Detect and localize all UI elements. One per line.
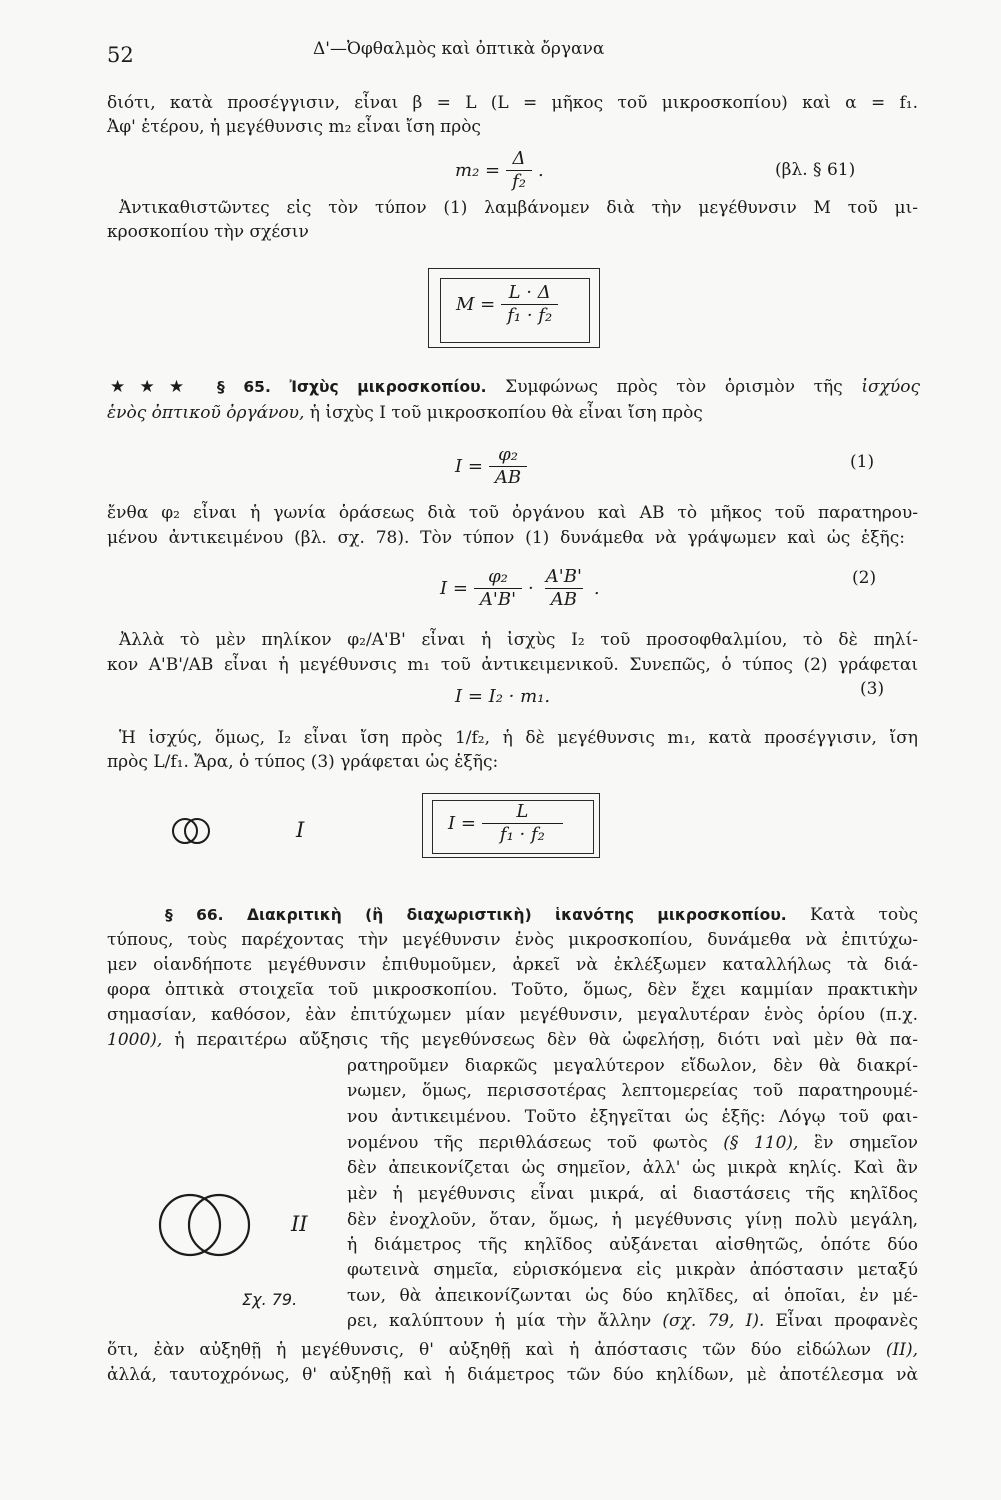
equation-number: (3) [860, 679, 885, 699]
text-line: φωτεινὰ σημεῖα, εὑρισκόμενα εἰς μικρὰν ἀπόστασιν μεταξύ [347, 1260, 918, 1280]
equation-period: . [593, 578, 600, 599]
figure-label-ii: II [291, 1212, 308, 1236]
fraction [506, 149, 532, 192]
equation-power [448, 802, 569, 845]
numerator: L [516, 801, 529, 822]
equation-m2 [455, 149, 544, 192]
text-segment: ἓν σημεῖον [798, 1133, 918, 1153]
text-line: ἡ διάμετρος τῆς κηλῖδος αὐξάνεται αἰσθητῶς, ὁπότε δύο [347, 1235, 918, 1255]
denominator: A'B' [474, 588, 522, 610]
equation-lhs: I = [440, 578, 468, 599]
italic-term: ἰσχύος [861, 377, 920, 397]
equation-number: (1) [850, 452, 875, 472]
text-line: Ἀντικαθιστῶντες εἰς τὸν τύπον (1) λαμβάνομεν διὰ τὴν μεγέθυνσιν M τοῦ μι- [119, 198, 918, 218]
fraction [501, 283, 558, 326]
figure-label-i: I [296, 818, 305, 842]
text-segment: ρει, καλύπτουν ἡ μία τὴν ἄλλην [347, 1311, 663, 1331]
star-rating-icon: ★★★ [110, 377, 199, 397]
text-line: νου ἀντικειμένου. Τοῦτο ἐξηγεῖται ὡς ἑξῆς: Λόγῳ τοῦ φαι- [347, 1107, 918, 1127]
equation-1 [455, 445, 533, 488]
text-line: ρατηροῦμεν διαρκῶς μεγαλύτερον εἴδωλον, δὲν θὰ διακρί- [347, 1056, 918, 1076]
text-line: φορα ὀπτικὰ στοιχεῖα τοῦ μικροσκοπίου. Τοῦτο, ὅμως, δὲν ἔχει καμμίαν πρακτικὴν [107, 980, 918, 1000]
text-line: των, θὰ ἀπεικονίζωνται ὡς δύο κηλῖδες, αἱ ὁποῖαι, ἐν μέ- [347, 1286, 918, 1306]
text-segment: Κατὰ τοὺς [786, 905, 918, 925]
multiplication-dot: · [528, 578, 534, 599]
equation-lhs: I = [455, 456, 483, 477]
section-number: § 65. [217, 378, 271, 396]
text-line: μεν οἱανδήποτε μεγέθυνσιν ἐπιθυμοῦμεν, ἀρκεῖ νὰ ἐκλέξωμεν καταλλήλως τὰ διά- [107, 955, 918, 975]
section-title: Ἰσχὺς μικροσκοπίου. [289, 378, 487, 396]
equation-number: (2) [852, 568, 877, 588]
numerator: Δ [512, 148, 526, 169]
text-line: τύπους, τοὺς παρέχοντας τὴν μεγέθυνσιν ἑνὸς μικροσκοπίου, δυνάμεθα νὰ ἐπιτύχω- [107, 930, 918, 950]
fraction [474, 567, 522, 610]
denominator: f₂ [506, 170, 532, 192]
text-line [347, 1132, 918, 1154]
text-line: διότι, κατὰ προσέγγισιν, εἶναι β = L (L = μῆκος τοῦ μικροσκοπίου) καὶ α = f₁. [107, 93, 918, 113]
text-line: νωμεν, ὅμως, περισσοτέρας λεπτομερείας τοῦ παρατηρουμέ- [347, 1081, 918, 1101]
equation-lhs: M = [456, 294, 496, 315]
text-line: Ἀφ' ἑτέρου, ἡ μεγέθυνσις m₂ εἶναι ἴση πρὸς [107, 117, 481, 137]
text-segment: νομένου τῆς περιθλάσεως τοῦ φωτὸς [347, 1133, 724, 1153]
italic-reference: (σχ. 79, I). [662, 1311, 765, 1331]
italic-reference: (§ 110), [723, 1133, 799, 1153]
denominator: f₁ · f₂ [482, 823, 563, 845]
text-line [107, 402, 703, 424]
equation-expression: I = I₂ · m₁. [455, 686, 551, 707]
section-heading-line [110, 376, 920, 398]
figure-caption: Σχ. 79. [242, 1290, 298, 1309]
equation-2 [440, 567, 600, 610]
italic-reference: (II), [885, 1340, 918, 1360]
fraction [482, 802, 563, 845]
equation-magnification [456, 283, 564, 326]
text-line: μένου ἀντικειμένου (βλ. σχ. 78). Τὸν τύπον (1) δυνάμεθα νὰ γράψωμεν καὶ ὡς ἑξῆς: [107, 528, 905, 548]
text-line: δὲν ἐνοχλοῦν, ὅταν, ὅμως, ἡ μεγέθυνσις γίνῃ πολὺ μεγάλη, [347, 1210, 918, 1230]
figure-79-diagram [150, 810, 260, 1260]
page-number: 52 [107, 43, 134, 67]
text-line: μὲν ἡ μεγέθυνσις εἶναι μικρά, αἱ διαστάσεις τῆς κηλῖδος [347, 1184, 918, 1204]
italic-number: 1000), [107, 1030, 163, 1050]
text-line: ἔνθα φ₂ εἶναι ἡ γωνία ὁράσεως διὰ τοῦ ὀργάνου καὶ AB τὸ μῆκος τοῦ παρατηρου- [107, 503, 918, 523]
text-line: δὲν ἀπεικονίζεται ὡς σημεῖον, ἀλλ' ὡς μικρὰ κηλίς. Καὶ ἂν [347, 1158, 918, 1178]
equation-lhs: I = [448, 813, 476, 834]
text-line: κον A'B'/AB εἶναι ἡ μεγέθυνσις m₁ τοῦ ἀντικειμενικοῦ. Συνεπῶς, ὁ τύπος (2) γράφεται [107, 655, 918, 675]
numerator: A'B' [545, 566, 582, 587]
cross-reference: (βλ. § 61) [775, 160, 856, 180]
numerator: φ₂ [488, 566, 508, 587]
text-segment: Εἶναι προφανὲς [764, 1311, 918, 1331]
denominator: f₁ · f₂ [501, 304, 558, 326]
equation-lhs: m₂ = [455, 160, 501, 181]
text-line: ἀλλά, ταυτοχρόνως, θ' αὐξηθῇ καὶ ἡ διάμετρος τῶν δύο κηλίδων, μὲ ἀποτέλεσμα νὰ [107, 1365, 918, 1385]
equation-period: . [537, 160, 544, 181]
numerator: φ₂ [498, 444, 518, 465]
text-segment: ἡ ἰσχὺς I τοῦ μικροσκοπίου θὰ εἶναι ἴση πρὸς [304, 403, 703, 423]
section-title: § 66. Διακριτικὴ (ἢ διαχωριστικὴ) ἱκανότης μικροσκοπίου. [165, 906, 787, 924]
text-segment: Συμφώνως πρὸς τὸν ὁρισμὸν τῆς [486, 377, 862, 397]
text-segment: ὅτι, ἐὰν αὐξηθῇ ἡ μεγέθυνσις, θ' αὐξηθῇ καὶ ἡ ἀπόστασις τῶν δύο εἰδώλων [107, 1340, 886, 1360]
text-line: πρὸς L/f₁. Ἄρα, ὁ τύπος (3) γράφεται ὡς ἑξῆς: [107, 752, 499, 772]
section-heading-line [165, 904, 918, 926]
text-line: Ἀλλὰ τὸ μὲν πηλίκον φ₂/A'B' εἶναι ἡ ἰσχὺς I₂ τοῦ προσοφθαλμίου, τὸ δὲ πηλί- [119, 630, 918, 650]
denominator: AB [545, 588, 583, 610]
text-line [107, 1339, 918, 1361]
equation-3 [455, 686, 550, 707]
fraction [540, 567, 588, 610]
running-title: Δ'—Ὀφθαλμὸς καὶ ὀπτικὰ ὄργανα [313, 39, 605, 59]
text-line: σημασίαν, καθόσον, ἐὰν ἐπιτύχωμεν μίαν μεγέθυνσιν, μεγαλυτέραν ἑνὸς ὁρίου (π.χ. [107, 1005, 918, 1025]
text-segment: ἡ περαιτέρω αὔξησις τῆς μεγεθύνσεως δὲν θὰ ὠφελήσῃ, διότι ναὶ μὲν θὰ πα- [162, 1030, 918, 1050]
fraction [489, 445, 527, 488]
text-line: Ἡ ἰσχύς, ὅμως, I₂ εἶναι ἴση πρὸς 1/f₂, ἡ δὲ μεγέθυνσις m₁, κατὰ προσέγγισιν, ἴση [119, 728, 918, 748]
numerator: L · Δ [508, 282, 551, 303]
text-line: κροσκοπίου τὴν σχέσιν [107, 222, 309, 242]
text-line [347, 1310, 918, 1332]
denominator: AB [489, 466, 527, 488]
italic-term: ἑνὸς ὀπτικοῦ ὀργάνου, [107, 403, 305, 423]
